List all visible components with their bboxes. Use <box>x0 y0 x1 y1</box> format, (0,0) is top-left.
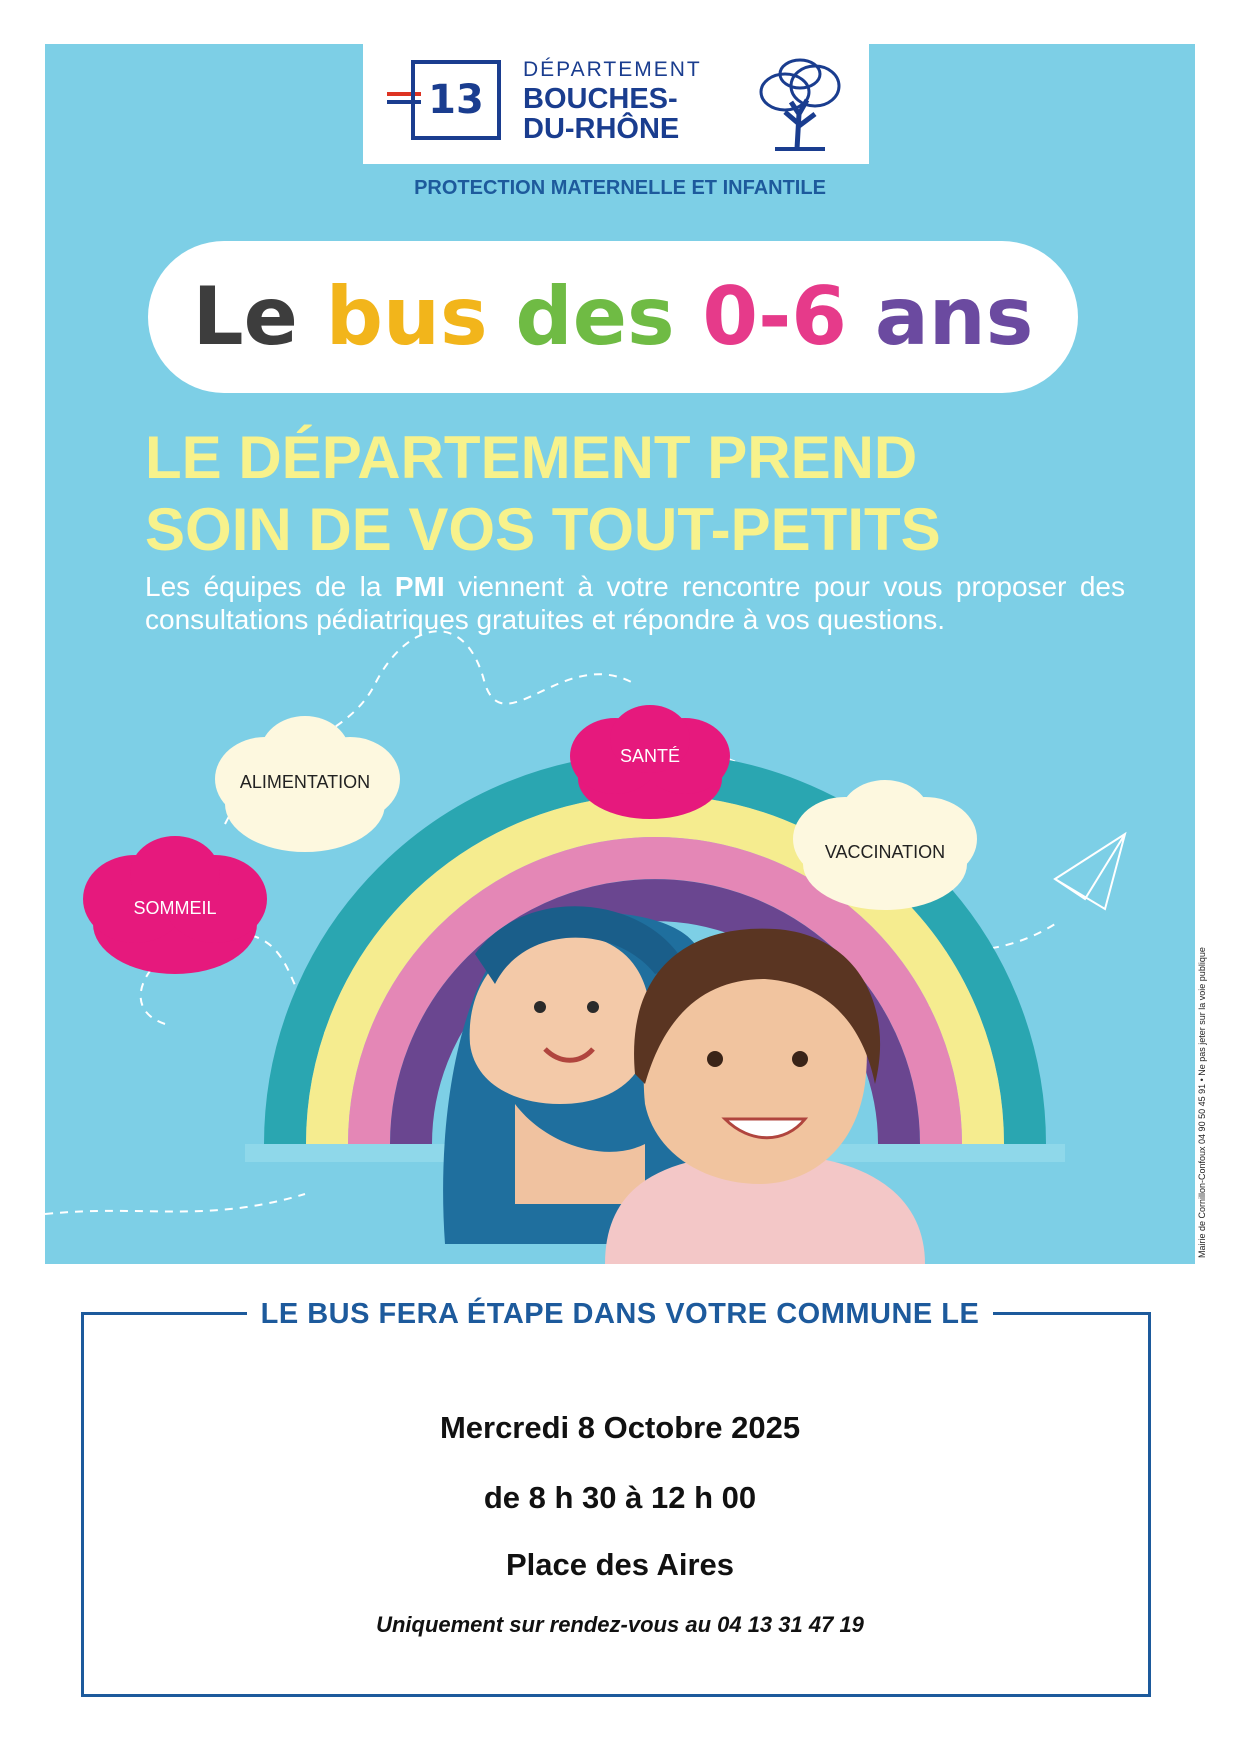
banner-word-age: 0-6 <box>702 270 847 363</box>
event-date: Mercredi 8 Octobre 2025 <box>439 1410 801 1445</box>
banner-word-ans: ans <box>874 270 1034 363</box>
paper-plane-icon <box>1055 834 1125 909</box>
logo-departement: DÉPARTEMENT <box>523 58 702 81</box>
illustration <box>45 44 1195 1264</box>
event-place: Place des Aires <box>505 1547 735 1582</box>
cloud-alimentation-label: ALIMENTATION <box>239 772 371 792</box>
intro-before: Les équipes de la <box>145 571 395 602</box>
logo-name-line1: BOUCHES- <box>523 83 678 115</box>
side-note-text: Mairie de Cornillon-Confoux 04 90 50 45 91 • Ne pas jeter sur la voie publique <box>1197 947 1207 1258</box>
poster <box>45 44 1195 1264</box>
banner-word-bus: bus <box>325 270 488 363</box>
cloud-sante-label: SANTÉ <box>619 746 680 766</box>
event-time: de 8 h 30 à 12 h 00 <box>483 1480 757 1515</box>
banner-word-le: Le <box>192 270 298 363</box>
cloud-vaccination-label: VACCINATION <box>824 842 946 862</box>
event-appointment-note: Uniquement sur rendez-vous au 04 13 31 47 19 <box>376 1612 864 1637</box>
intro-pmi: PMI <box>394 571 445 602</box>
logo-name-line2: DU-RHÔNE <box>523 113 680 145</box>
event-title-text: LE BUS FERA ÉTAPE DANS VOTRE COMMUNE LE <box>247 1298 994 1330</box>
headline-line2: SOIN DE VOS TOUT-PETITS <box>145 496 941 563</box>
headline-line1: LE DÉPARTEMENT PREND <box>145 424 918 491</box>
logo-number: 13 <box>428 77 484 123</box>
event-title <box>0 1298 1240 1331</box>
subtitle-pmi: PROTECTION MATERNELLE ET INFANTILE <box>414 177 826 199</box>
cloud-sommeil-label: SOMMEIL <box>133 898 217 918</box>
intro-after: viennent à votre rencontre pour vous proposer des consultations pédiatriques gratuites et répondre à vos questions. <box>145 571 1126 635</box>
side-note <box>1197 848 1211 1258</box>
banner-word-des: des <box>515 270 675 363</box>
dashed-path-bottom <box>45 1194 305 1214</box>
